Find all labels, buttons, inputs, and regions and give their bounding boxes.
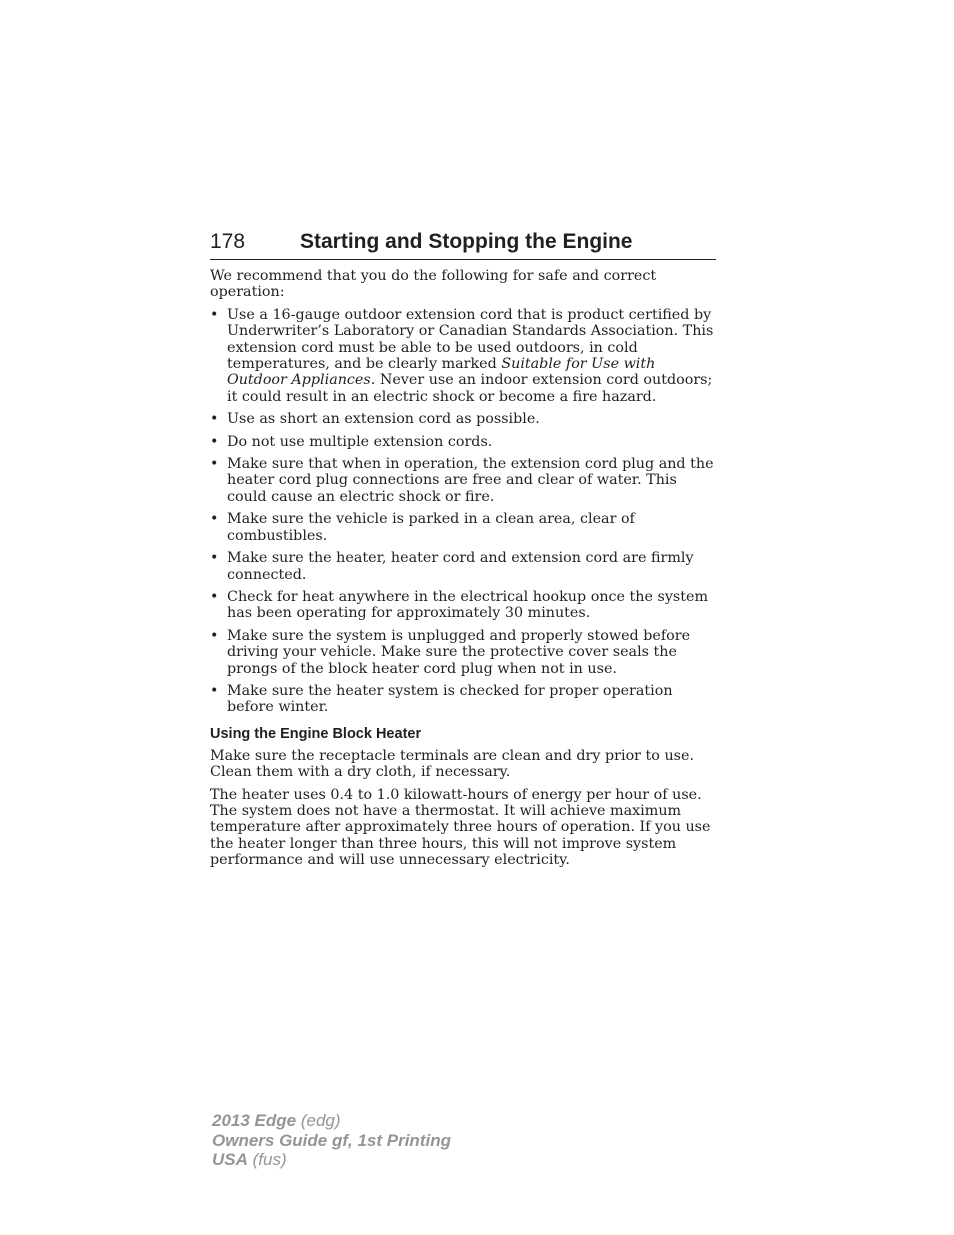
bullet-text: Check for heat anywhere in the electrical hookup once the system has been operating for approximately 30 minutes. — [227, 588, 709, 622]
bullet-text: Make sure the vehicle is parked in a clean area, clear of combustibles. — [227, 511, 635, 544]
bullet-icon: • — [210, 550, 219, 567]
footer-model-code: (edg) — [300, 1111, 341, 1130]
bullet-icon: • — [210, 588, 219, 605]
bullet-text: Make sure that when in operation, the extension cord plug and the heater cord plug connections are free and clear of water. This could cause an electric shock or fire. — [227, 456, 714, 505]
footer-market: USA — [212, 1150, 248, 1169]
bullet-item — [210, 550, 718, 583]
bullet-icon: • — [210, 456, 219, 473]
bullet-emphasis: Suitable for Use with Outdoor Appliances — [227, 356, 656, 389]
page-header — [210, 229, 716, 260]
bullet-item — [210, 589, 718, 622]
bullet-icon: • — [210, 682, 219, 699]
page-content — [210, 268, 718, 875]
section-paragraph: Make sure the receptacle terminals are clean and dry prior to use. Clean them with a dry cloth, if necessary. — [210, 747, 695, 781]
bullet-text: Do not use multiple extension cords. — [227, 433, 493, 450]
bullet-text: Make sure the heater system is checked for proper operation before winter. — [227, 682, 673, 716]
page-footer — [212, 1111, 451, 1170]
bullet-text: Use as short an extension cord as possible. — [227, 411, 540, 428]
bullet-item — [210, 307, 718, 405]
footer-model: 2013 Edge — [212, 1111, 297, 1130]
bullet-item — [210, 628, 718, 677]
bullet-icon: • — [210, 627, 219, 644]
footer-model-line — [212, 1111, 451, 1131]
bullet-text: Use a 16-gauge outdoor extension cord that is product certified by Underwriter’s Laboratory or Canadian Standards Association. This extension cord must be able to be used outdoors, in cold temperatures, and be clearly marked — [227, 306, 714, 373]
footer-market-code: (fus) — [252, 1150, 287, 1169]
bullet-text-continued: . Never use an indoor extension cord outdoors; it could result in an electric shock or become a fire hazard. — [227, 372, 713, 405]
bullet-text: Make sure the heater, heater cord and extension cord are firmly connected. — [227, 550, 694, 583]
bullet-icon: • — [210, 411, 219, 428]
bullet-item — [210, 434, 718, 450]
bullet-item — [210, 411, 718, 427]
bullet-icon: • — [210, 433, 219, 450]
chapter-title: Starting and Stopping the Engine — [300, 230, 633, 253]
footer-market-line — [212, 1150, 451, 1170]
intro-paragraph: We recommend that you do the following for safe and correct operation: — [210, 268, 657, 301]
bullet-item — [210, 511, 718, 544]
bullet-item — [210, 456, 718, 505]
footer-guide-line: Owners Guide gf, 1st Printing — [212, 1130, 451, 1150]
bullet-item — [210, 683, 718, 716]
bullet-text: Make sure the system is unplugged and properly stowed before driving your vehicle. Make sure the protective cover seals the prongs of the block heater cord plug when not in use. — [227, 627, 691, 677]
section-paragraph: The heater uses 0.4 to 1.0 kilowatt-hours of energy per hour of use. The system does not have a thermostat. It will achieve maximum temperature after approximately three hours of operation. If you use the heater longer than three hours, this will not improve system performance and will use unnecessary electricity. — [210, 786, 711, 869]
page-number: 178 — [210, 230, 246, 253]
bullet-icon: • — [210, 511, 219, 528]
safety-bullet-list — [210, 307, 718, 716]
section-heading: Using the Engine Block Heater — [210, 725, 422, 742]
bullet-icon: • — [210, 306, 219, 323]
